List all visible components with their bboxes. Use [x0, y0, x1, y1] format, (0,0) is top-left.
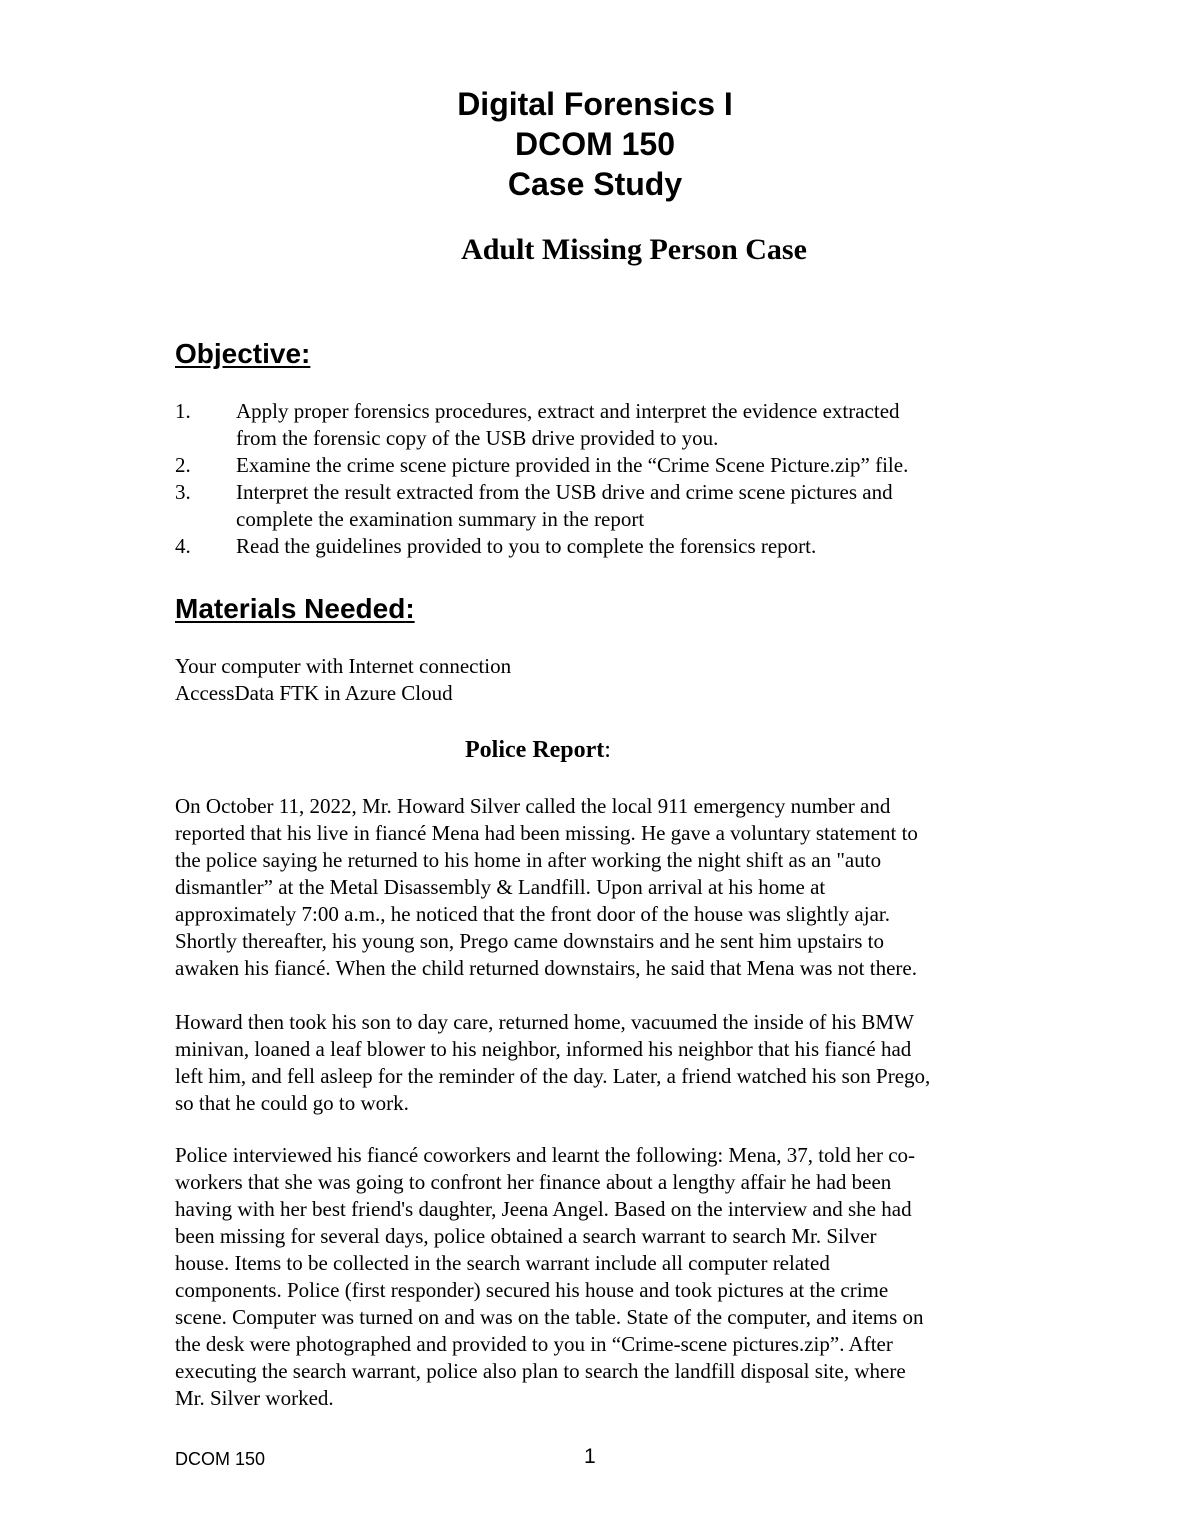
police-report-paragraph-1	[175, 793, 1025, 982]
materials-list	[175, 653, 511, 707]
objective-heading-text: Objective:	[175, 338, 311, 369]
materials-heading-colon: :	[405, 593, 415, 624]
objective-item-line: Apply proper forensics procedures, extract and interpret the evidence extracted	[236, 399, 900, 423]
paragraph-line: executing the search warrant, police also plan to search the landfill disposal site, where	[175, 1359, 906, 1383]
objective-item-number: 1.	[175, 399, 191, 423]
paragraph-line: On October 11, 2022, Mr. Howard Silver called the local 911 emergency number and	[175, 794, 891, 818]
paragraph-line: dismantler” at the Metal Disassembly & Landfill. Upon arrival at his home at	[175, 875, 826, 899]
paragraph-line: workers that she was going to confront her finance about a lengthy affair he had been	[175, 1170, 892, 1194]
document-title	[0, 84, 1190, 204]
title-line-code: DCOM 150	[514, 126, 676, 162]
materials-item: Your computer with Internet connection	[175, 654, 512, 678]
objective-item-3	[175, 479, 1035, 533]
paragraph-line: approximately 7:00 a.m., he noticed that the front door of the house was slightly ajar.	[175, 902, 890, 926]
paragraph-line: the desk were photographed and provided to you in “Crime-scene pictures.zip”. After	[175, 1332, 893, 1356]
paragraph-line: minivan, loaned a leaf blower to his neighbor, informed his neighbor that his fiancé had	[175, 1037, 912, 1061]
paragraph-line: scene. Computer was turned on and was on the table. State of the computer, and items on	[175, 1305, 924, 1329]
paragraph-line: having with her best friend's daughter, Jeena Angel. Based on the interview and she had	[175, 1197, 912, 1221]
objective-heading	[175, 337, 310, 371]
materials-heading-text: Materials Needed	[175, 593, 406, 624]
paragraph-line: reported that his live in fiancé Mena had been missing. He gave a voluntary statement to	[175, 821, 918, 845]
objective-item-number: 2.	[175, 453, 191, 477]
paragraph-line: components. Police (first responder) secured his house and took pictures at the crime	[175, 1278, 889, 1302]
objective-item-number: 4.	[175, 534, 191, 558]
title-line-type: Case Study	[507, 166, 683, 202]
objective-item-line: complete the examination summary in the report	[236, 507, 645, 531]
police-report-paragraph-3	[175, 1142, 1025, 1412]
paragraph-line: Howard then took his son to day care, returned home, vacuumed the inside of his BMW	[175, 1010, 914, 1034]
materials-item: AccessData FTK in Azure Cloud	[175, 681, 453, 705]
objective-item-number: 3.	[175, 480, 191, 504]
objective-item-2	[175, 452, 1035, 479]
objective-item-line: from the forensic copy of the USB drive provided to you.	[236, 426, 719, 450]
police-report-paragraph-2	[175, 1009, 1025, 1117]
paragraph-line: left him, and fell asleep for the reminder of the day. Later, a friend watched his son Prego,	[175, 1064, 931, 1088]
police-report-heading	[0, 734, 1076, 766]
paragraph-line: the police saying he returned to his home in after working the night shift as an "auto	[175, 848, 882, 872]
objective-item-line: Read the guidelines provided to you to complete the forensics report.	[236, 534, 817, 558]
paragraph-line: been missing for several days, police obtained a search warrant to search Mr. Silver	[175, 1224, 877, 1248]
objective-item-1	[175, 398, 1035, 452]
police-report-heading-text: Police Report	[465, 737, 605, 763]
paragraph-line: awaken his fiancé. When the child returned downstairs, he said that Mena was not there.	[175, 956, 917, 980]
title-line-course: Digital Forensics I	[457, 86, 733, 122]
objective-item-4	[175, 533, 1035, 560]
materials-heading	[175, 592, 415, 626]
objective-item-line: Interpret the result extracted from the USB drive and crime scene pictures and	[236, 480, 893, 504]
footer-course-code: DCOM 150	[175, 1449, 266, 1469]
paragraph-line: house. Items to be collected in the search warrant include all computer related	[175, 1251, 830, 1275]
paragraph-line: Mr. Silver worked.	[175, 1386, 334, 1410]
paragraph-line: Shortly thereafter, his young son, Prego came downstairs and he sent him upstairs to	[175, 929, 884, 953]
objective-item-line: Examine the crime scene picture provided in the “Crime Scene Picture.zip” file.	[236, 453, 909, 477]
paragraph-line: Police interviewed his fiancé coworkers and learnt the following: Mena, 37, told her co-	[175, 1143, 916, 1167]
case-title: Adult Missing Person Case	[461, 233, 807, 266]
footer-page-number: 1	[584, 1445, 596, 1468]
police-report-heading-colon: :	[604, 737, 611, 763]
objective-list	[175, 398, 1035, 560]
paragraph-line: so that he could go to work.	[175, 1091, 409, 1115]
